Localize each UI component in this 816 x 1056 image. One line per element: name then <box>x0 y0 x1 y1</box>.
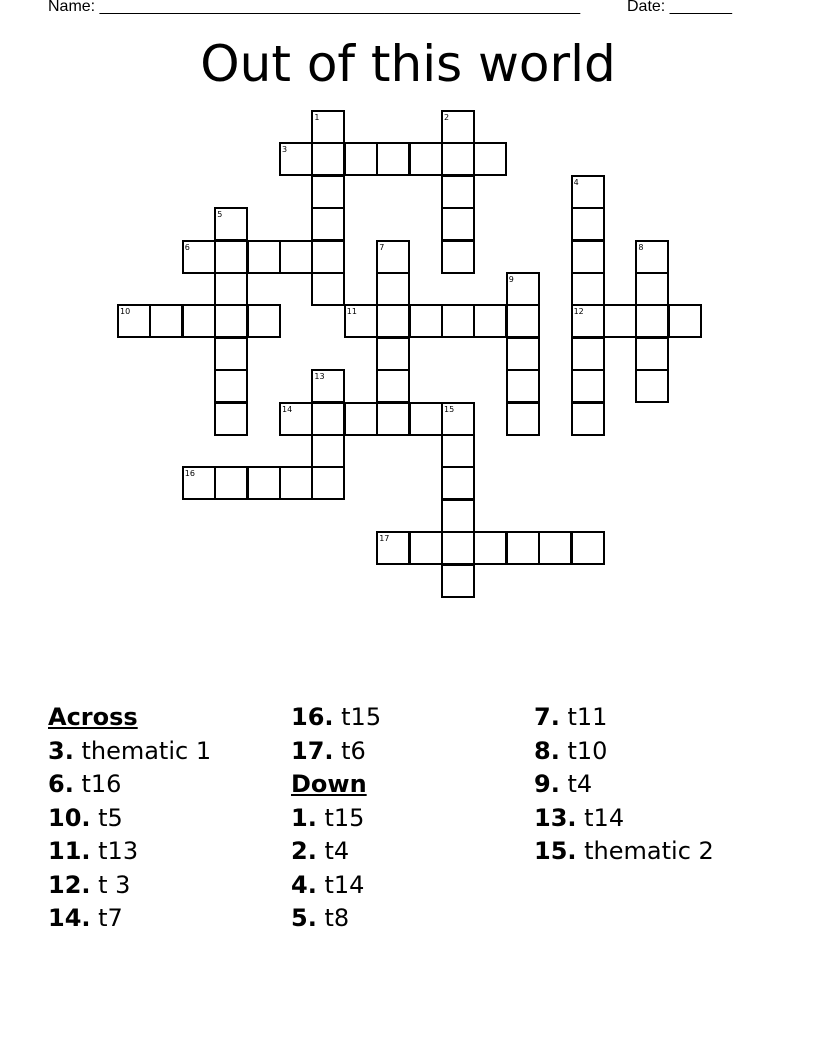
clue-item <box>48 869 211 903</box>
grid-cell[interactable] <box>279 240 313 274</box>
clue-number: 2. <box>291 837 317 865</box>
clue-heading-text: Down <box>291 770 367 798</box>
clue-number-label: 14 <box>282 404 293 414</box>
clue-number-label: 13 <box>314 372 325 382</box>
clue-number: 9. <box>534 770 560 798</box>
grid-cell[interactable] <box>311 207 345 241</box>
grid-cell[interactable] <box>376 142 410 176</box>
clue-text: t5 <box>90 803 123 832</box>
clue-text: t15 <box>333 703 382 731</box>
clue-text: thematic 2 <box>576 837 714 865</box>
grid-cell[interactable] <box>376 272 410 306</box>
grid-cell[interactable] <box>441 240 475 274</box>
grid-cell[interactable] <box>441 207 475 241</box>
grid-cell[interactable] <box>311 369 345 403</box>
grid-cell[interactable] <box>376 337 410 371</box>
grid-cell[interactable] <box>441 142 475 176</box>
clue-item <box>48 835 211 869</box>
clue-number: 1. <box>291 803 317 832</box>
clue-item <box>291 869 381 903</box>
clue-item <box>291 735 381 769</box>
grid-cell[interactable] <box>441 531 475 565</box>
clue-number-label: 16 <box>184 469 195 479</box>
grid-cell[interactable] <box>506 531 540 565</box>
clue-number: 14. <box>48 904 91 932</box>
clue-number: 6. <box>48 770 74 798</box>
grid-cell[interactable] <box>441 304 475 338</box>
grid-cell[interactable] <box>279 142 313 176</box>
grid-cell[interactable] <box>506 402 540 436</box>
clue-item <box>48 902 211 936</box>
grid-cell[interactable] <box>635 240 669 274</box>
grid-cell[interactable] <box>214 207 248 241</box>
clue-number: 7. <box>534 703 560 731</box>
grid-cell[interactable] <box>506 337 540 371</box>
grid-cell[interactable] <box>182 466 216 500</box>
clue-number: 15. <box>534 837 577 865</box>
grid-cell[interactable] <box>473 304 507 338</box>
grid-cell[interactable] <box>376 531 410 565</box>
clue-number: 17. <box>291 736 334 765</box>
clue-number: 13. <box>534 803 577 832</box>
grid-cell[interactable] <box>441 564 475 598</box>
clue-number-label: 9 <box>508 275 514 284</box>
clue-item <box>291 835 381 869</box>
grid-cell[interactable] <box>635 304 669 338</box>
clue-number: 5. <box>291 904 317 932</box>
clue-text: t16 <box>73 770 122 798</box>
grid-cell[interactable] <box>571 402 605 436</box>
grid-cell[interactable] <box>571 272 605 306</box>
clue-item <box>48 768 211 802</box>
grid-cell[interactable] <box>571 175 605 209</box>
clue-text: t13 <box>90 837 139 865</box>
clue-number-label: 7 <box>379 242 385 252</box>
grid-cell[interactable] <box>149 304 183 338</box>
clue-text: t11 <box>559 703 608 731</box>
grid-cell[interactable] <box>506 304 540 338</box>
clue-text: t14 <box>576 803 625 832</box>
clue-number: 12. <box>48 870 91 899</box>
grid-cell[interactable] <box>182 240 216 274</box>
grid-cell[interactable] <box>376 402 410 436</box>
clue-number-label: 8 <box>638 242 644 252</box>
clue-item <box>534 802 714 836</box>
grid-cell[interactable] <box>344 304 378 338</box>
grid-cell[interactable] <box>279 466 313 500</box>
grid-cell[interactable] <box>344 402 378 436</box>
clue-section-heading <box>48 701 211 735</box>
clue-column-3 <box>534 701 714 869</box>
clue-number-label: 3 <box>282 145 288 155</box>
grid-cell[interactable] <box>409 531 443 565</box>
grid-cell[interactable] <box>311 402 345 436</box>
grid-cell[interactable] <box>635 272 669 306</box>
page-title: Out of this world <box>200 35 616 93</box>
grid-cell[interactable] <box>214 337 248 371</box>
clue-number-label: 12 <box>573 307 584 317</box>
grid-cell[interactable] <box>603 304 637 338</box>
clue-number-label: 11 <box>346 307 357 317</box>
clue-text: t8 <box>316 904 350 932</box>
clue-number: 4. <box>291 870 317 899</box>
grid-cell[interactable] <box>441 499 475 533</box>
grid-cell[interactable] <box>214 369 248 403</box>
grid-cell[interactable] <box>635 369 669 403</box>
clue-text: t4 <box>316 837 350 865</box>
clue-text: t6 <box>333 736 366 765</box>
clue-column-2 <box>291 701 381 936</box>
grid-cell[interactable] <box>214 466 248 500</box>
grid-cell[interactable] <box>376 369 410 403</box>
clue-item <box>534 768 714 802</box>
clue-item <box>291 701 381 735</box>
grid-cell[interactable] <box>117 304 151 338</box>
grid-cell[interactable] <box>247 240 281 274</box>
grid-cell[interactable] <box>571 207 605 241</box>
grid-cell[interactable] <box>635 337 669 371</box>
clue-column-1 <box>48 701 211 936</box>
grid-cell[interactable] <box>311 175 345 209</box>
grid-cell[interactable] <box>571 337 605 371</box>
clue-number-label: 10 <box>120 307 131 317</box>
grid-cell[interactable] <box>441 466 475 500</box>
grid-cell[interactable] <box>311 434 345 468</box>
grid-cell[interactable] <box>506 369 540 403</box>
grid-cell[interactable] <box>538 531 572 565</box>
grid-cell[interactable] <box>279 402 313 436</box>
clue-number-label: 2 <box>444 113 450 122</box>
clue-number-label: 5 <box>217 210 223 220</box>
grid-cell[interactable] <box>409 402 443 436</box>
grid-cell[interactable] <box>571 304 605 338</box>
clue-text: thematic 1 <box>73 736 212 765</box>
grid-cell[interactable] <box>571 369 605 403</box>
clue-item <box>291 902 381 936</box>
clue-text: t 3 <box>90 870 131 899</box>
clue-number-label: 4 <box>573 177 579 187</box>
clue-heading-text: Across <box>48 703 138 731</box>
grid-cell[interactable] <box>571 240 605 274</box>
grid-cell[interactable] <box>214 272 248 306</box>
clue-number-label: 1 <box>314 113 320 122</box>
clue-number: 11. <box>48 837 91 865</box>
clue-number: 3. <box>48 736 74 765</box>
grid-cell[interactable] <box>214 402 248 436</box>
clue-text: t4 <box>559 770 593 798</box>
name-field-line: Name: ______________________________________________________ <box>48 0 581 15</box>
clue-number: 16. <box>291 703 334 731</box>
grid-cell[interactable] <box>344 142 378 176</box>
clue-text: t14 <box>316 870 365 899</box>
clue-item <box>48 802 211 836</box>
grid-cell[interactable] <box>214 240 248 274</box>
grid-cell[interactable] <box>247 304 281 338</box>
grid-cell[interactable] <box>441 402 475 436</box>
clue-number-label: 17 <box>379 534 390 544</box>
grid-cell[interactable] <box>409 142 443 176</box>
grid-cell[interactable] <box>311 240 345 274</box>
grid-cell[interactable] <box>441 434 475 468</box>
clue-item <box>534 735 714 769</box>
grid-cell[interactable] <box>571 531 605 565</box>
grid-cell[interactable] <box>409 304 443 338</box>
grid-cell[interactable] <box>311 272 345 306</box>
clue-item <box>48 735 211 769</box>
clue-number-label: 15 <box>444 404 455 414</box>
grid-cell[interactable] <box>441 110 475 144</box>
grid-cell[interactable] <box>182 304 216 338</box>
grid-cell[interactable] <box>311 466 345 500</box>
clue-number: 10. <box>48 803 91 832</box>
grid-cell[interactable] <box>311 110 345 144</box>
grid-cell[interactable] <box>214 304 248 338</box>
clue-text: t15 <box>316 803 365 832</box>
grid-cell[interactable] <box>473 531 507 565</box>
grid-cell[interactable] <box>376 304 410 338</box>
clue-item <box>291 802 381 836</box>
clue-text: t7 <box>90 904 123 932</box>
grid-cell[interactable] <box>376 240 410 274</box>
grid-cell[interactable] <box>441 175 475 209</box>
grid-cell[interactable] <box>247 466 281 500</box>
clue-text: t10 <box>559 736 608 765</box>
clue-item <box>534 835 714 869</box>
clue-number-label: 6 <box>184 242 190 252</box>
grid-cell[interactable] <box>506 272 540 306</box>
grid-cell[interactable] <box>311 142 345 176</box>
clue-section-heading <box>291 768 381 802</box>
grid-cell[interactable] <box>668 304 702 338</box>
grid-cell[interactable] <box>473 142 507 176</box>
clue-number: 8. <box>534 736 560 765</box>
date-field-line: Date: _______ <box>627 0 732 15</box>
clue-item <box>534 701 714 735</box>
